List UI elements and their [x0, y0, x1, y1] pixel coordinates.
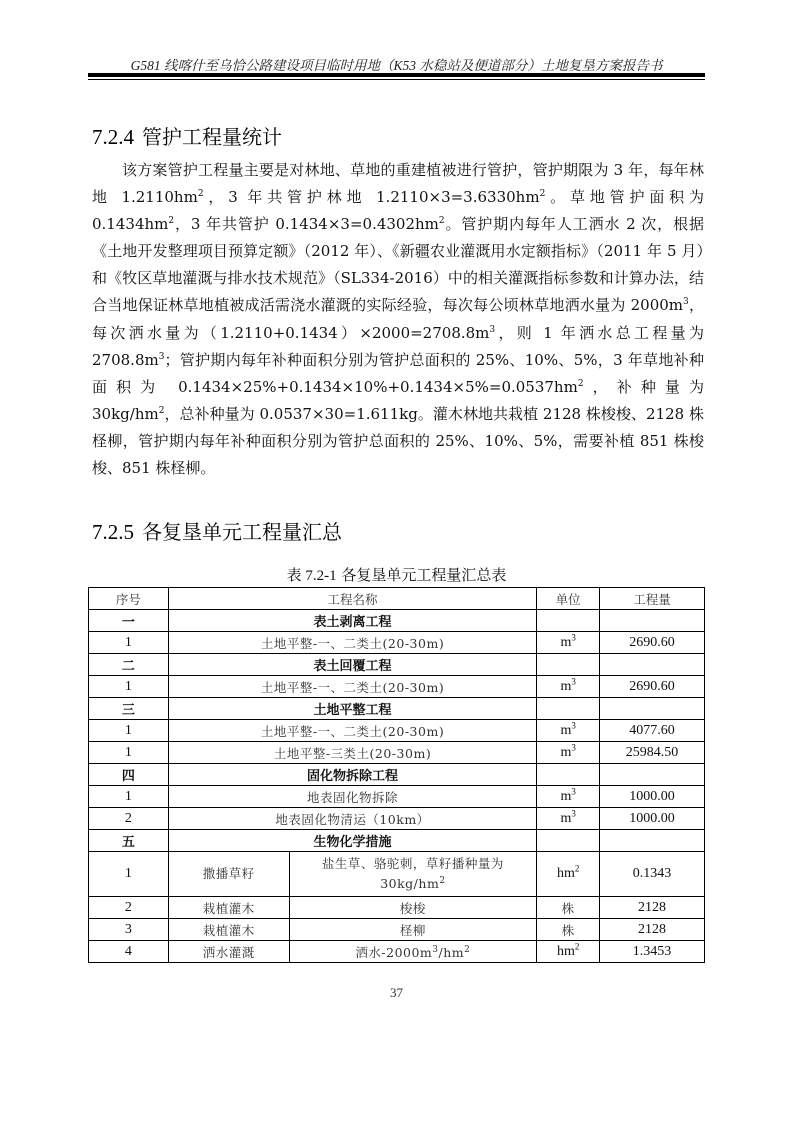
row-seq: 1	[89, 676, 169, 698]
section-number: 7.2.5	[92, 520, 134, 544]
paragraph-text	[92, 157, 704, 482]
section-title: 表土剥离工程	[168, 610, 536, 632]
text-run: ，每次洒水量为（1.2110+0.1434）×2000=2708.8m	[92, 296, 704, 342]
section-number: 7.2.4	[92, 125, 134, 149]
section-seq: 四	[89, 764, 169, 786]
name-part: /hm	[438, 944, 465, 960]
row-name: 土地平整-一、二类土(20-30m)	[168, 676, 536, 698]
unit-sup: 3	[571, 741, 576, 752]
row-quantity: 1.3453	[600, 941, 705, 963]
text-run: 。管护期内每年人工洒水 2 次，根据《土地开发整理项目预算定额》（2012 年）、《新疆农业灌溉用水定额指标》（2011 年 5 月）和《牧区草地灌溉与排水技术规范》（SL334-2016）中的相关灌溉指标参数和计算办法，结合当地保证林草地植被成活需浇水灌溉的实际经验，每次每公顷林草地洒水量为 2000m	[92, 215, 704, 315]
section-seq: 一	[89, 610, 169, 632]
unit-base: m	[560, 678, 572, 694]
row-name: 土地平整-三类土(20-30m)	[168, 742, 536, 764]
row-seq: 4	[89, 941, 169, 963]
row-unit	[537, 742, 600, 764]
table-row	[89, 742, 705, 764]
unit-sup: 3	[571, 675, 576, 686]
section-row	[89, 764, 705, 786]
section-seq: 三	[89, 698, 169, 720]
row-quantity: 2128	[600, 919, 705, 941]
text-run: ，3 年共管护 0.1434×3=0.4302hm	[174, 215, 439, 234]
row-unit	[537, 676, 600, 698]
row-seq: 2	[89, 897, 169, 919]
empty-cell	[537, 830, 600, 852]
header-rule-thin	[88, 79, 705, 80]
unit-base: m	[560, 634, 572, 650]
row-unit	[537, 808, 600, 830]
row-category: 栽植灌木	[168, 919, 289, 941]
row-category: 撒播草籽	[168, 852, 289, 897]
name-part: 洒水-2000m	[355, 944, 433, 960]
table-row	[89, 941, 705, 963]
superscript: 3	[432, 944, 439, 955]
row-quantity: 1000.00	[600, 808, 705, 830]
section-heading-7-2-5	[92, 516, 342, 545]
unit-sup: 3	[571, 785, 576, 796]
quantity-summary-table	[88, 587, 705, 963]
row-name: 地表固化物拆除	[168, 786, 536, 808]
unit-sup: 3	[571, 719, 576, 730]
unit-sup: 3	[571, 631, 576, 642]
unit-sup: 3	[571, 807, 576, 818]
unit-base: m	[560, 810, 572, 826]
row-seq: 1	[89, 742, 169, 764]
row-name	[289, 941, 537, 963]
row-seq: 3	[89, 919, 169, 941]
superscript: 2	[168, 216, 175, 227]
row-quantity: 1000.00	[600, 786, 705, 808]
header-rule-thick	[88, 73, 705, 77]
text-run: 。草地管护面积为 0.1434hm	[92, 188, 704, 234]
superscript: 2	[438, 216, 445, 227]
superscript: 3	[158, 351, 165, 362]
section-title: 固化物拆除工程	[168, 764, 536, 786]
row-quantity: 25984.50	[600, 742, 705, 764]
table-row	[89, 676, 705, 698]
row-seq: 1	[89, 632, 169, 654]
header-name: 工程名称	[168, 588, 536, 610]
name-line: 30kg/hm	[380, 876, 440, 891]
section-heading-7-2-4	[92, 121, 282, 150]
text-run: ，总补种量为 0.0537×30=1.611kg。灌木林地共栽植 2128 株梭梭、2128 株柽柳，管护期内每年补种面积分别为管护总面积的 25%、10%、5%，需要补植 851 株梭梭、851 株柽柳。	[92, 404, 704, 478]
table-row	[89, 919, 705, 941]
row-unit	[537, 852, 600, 897]
unit-sup: 2	[574, 863, 580, 874]
table-row	[89, 632, 705, 654]
row-name: 地表固化物清运（10km）	[168, 808, 536, 830]
row-unit: 株	[537, 919, 600, 941]
section-row	[89, 654, 705, 676]
superscript: 2	[464, 944, 471, 955]
section-title: 表土回覆工程	[168, 654, 536, 676]
row-unit: 株	[537, 897, 600, 919]
row-unit	[537, 941, 600, 963]
row-name: 土地平整-一、二类土(20-30m)	[168, 720, 536, 742]
table-header-row	[89, 588, 705, 610]
row-seq: 1	[89, 852, 169, 897]
empty-cell	[600, 610, 705, 632]
name-line: 盐生草、骆驼刺，草籽播种量为	[321, 856, 504, 871]
empty-cell	[600, 764, 705, 786]
unit-base: hm	[556, 866, 575, 881]
superscript: 2	[539, 189, 546, 200]
row-seq: 1	[89, 720, 169, 742]
empty-cell	[537, 654, 600, 676]
row-quantity: 2128	[600, 897, 705, 919]
unit-base: m	[560, 744, 572, 760]
table-row	[89, 808, 705, 830]
empty-cell	[537, 610, 600, 632]
table-row	[89, 897, 705, 919]
row-unit	[537, 720, 600, 742]
unit-sup: 2	[574, 940, 580, 951]
unit-base: m	[560, 788, 572, 804]
section-row	[89, 830, 705, 852]
empty-cell	[600, 654, 705, 676]
row-seq: 1	[89, 786, 169, 808]
page-number: 37	[390, 985, 403, 1000]
row-name	[289, 852, 537, 897]
row-category: 洒水灌溉	[168, 941, 289, 963]
empty-cell	[600, 830, 705, 852]
text-run: ，3 年共管护林地 1.2110×3=3.6330hm	[203, 188, 540, 207]
text-run: ；管护期内每年补种面积分别为管护总面积的 25%、10%、5%，3 年草地补种面积为 0.1434×25%+0.1434×10%+0.1434×5%=0.0537hm	[92, 350, 704, 396]
row-quantity: 4077.60	[600, 720, 705, 742]
row-name: 柽柳	[289, 919, 537, 941]
superscript: 3	[489, 324, 496, 335]
text-run: ，则 1 年洒水总工程量为 2708.8m	[92, 323, 704, 369]
superscript: 2	[439, 875, 446, 886]
table-caption-title: 各复垦单元工程量汇总表	[341, 566, 507, 584]
empty-cell	[537, 764, 600, 786]
table-row	[89, 720, 705, 742]
section-title: 土地平整工程	[168, 698, 536, 720]
text-run: ，补种量为 30kg/hm	[92, 377, 704, 423]
section-seq: 二	[89, 654, 169, 676]
row-quantity: 0.1343	[600, 852, 705, 897]
row-name: 土地平整-一、二类土(20-30m)	[168, 632, 536, 654]
section-title: 生物化学措施	[168, 830, 536, 852]
table-row	[89, 852, 705, 897]
superscript: 2	[158, 405, 165, 416]
section-seq: 五	[89, 830, 169, 852]
header-seq: 序号	[89, 588, 169, 610]
text-run: 该方案管护工程量主要是对林地、草地的重建植被进行管护，管护期限为 3 年，每年林地 1.2110hm	[92, 161, 704, 207]
superscript: 3	[683, 297, 689, 308]
empty-cell	[600, 698, 705, 720]
header-unit: 单位	[537, 588, 600, 610]
row-quantity: 2690.60	[600, 676, 705, 698]
section-title: 管护工程量统计	[142, 125, 282, 149]
row-quantity: 2690.60	[600, 632, 705, 654]
row-unit	[537, 786, 600, 808]
row-name: 梭梭	[289, 897, 537, 919]
superscript: 2	[577, 378, 584, 389]
superscript: 2	[197, 189, 204, 200]
section-row	[89, 610, 705, 632]
unit-base: hm	[556, 943, 575, 959]
body-paragraph	[92, 157, 704, 482]
table-row	[89, 786, 705, 808]
row-unit	[537, 632, 600, 654]
table-caption-number: 表 7.2-1	[286, 568, 337, 584]
unit-base: m	[560, 722, 572, 738]
section-row	[89, 698, 705, 720]
header-quantity: 工程量	[600, 588, 705, 610]
empty-cell	[537, 698, 600, 720]
row-category: 栽植灌木	[168, 897, 289, 919]
running-header: G581 线喀什至乌恰公路建设项目临时用地（K53 水稳站及便道部分）土地复垦方案报告书	[130, 58, 663, 73]
table-caption	[88, 564, 705, 585]
row-seq: 2	[89, 808, 169, 830]
section-title: 各复垦单元工程量汇总	[142, 520, 342, 544]
